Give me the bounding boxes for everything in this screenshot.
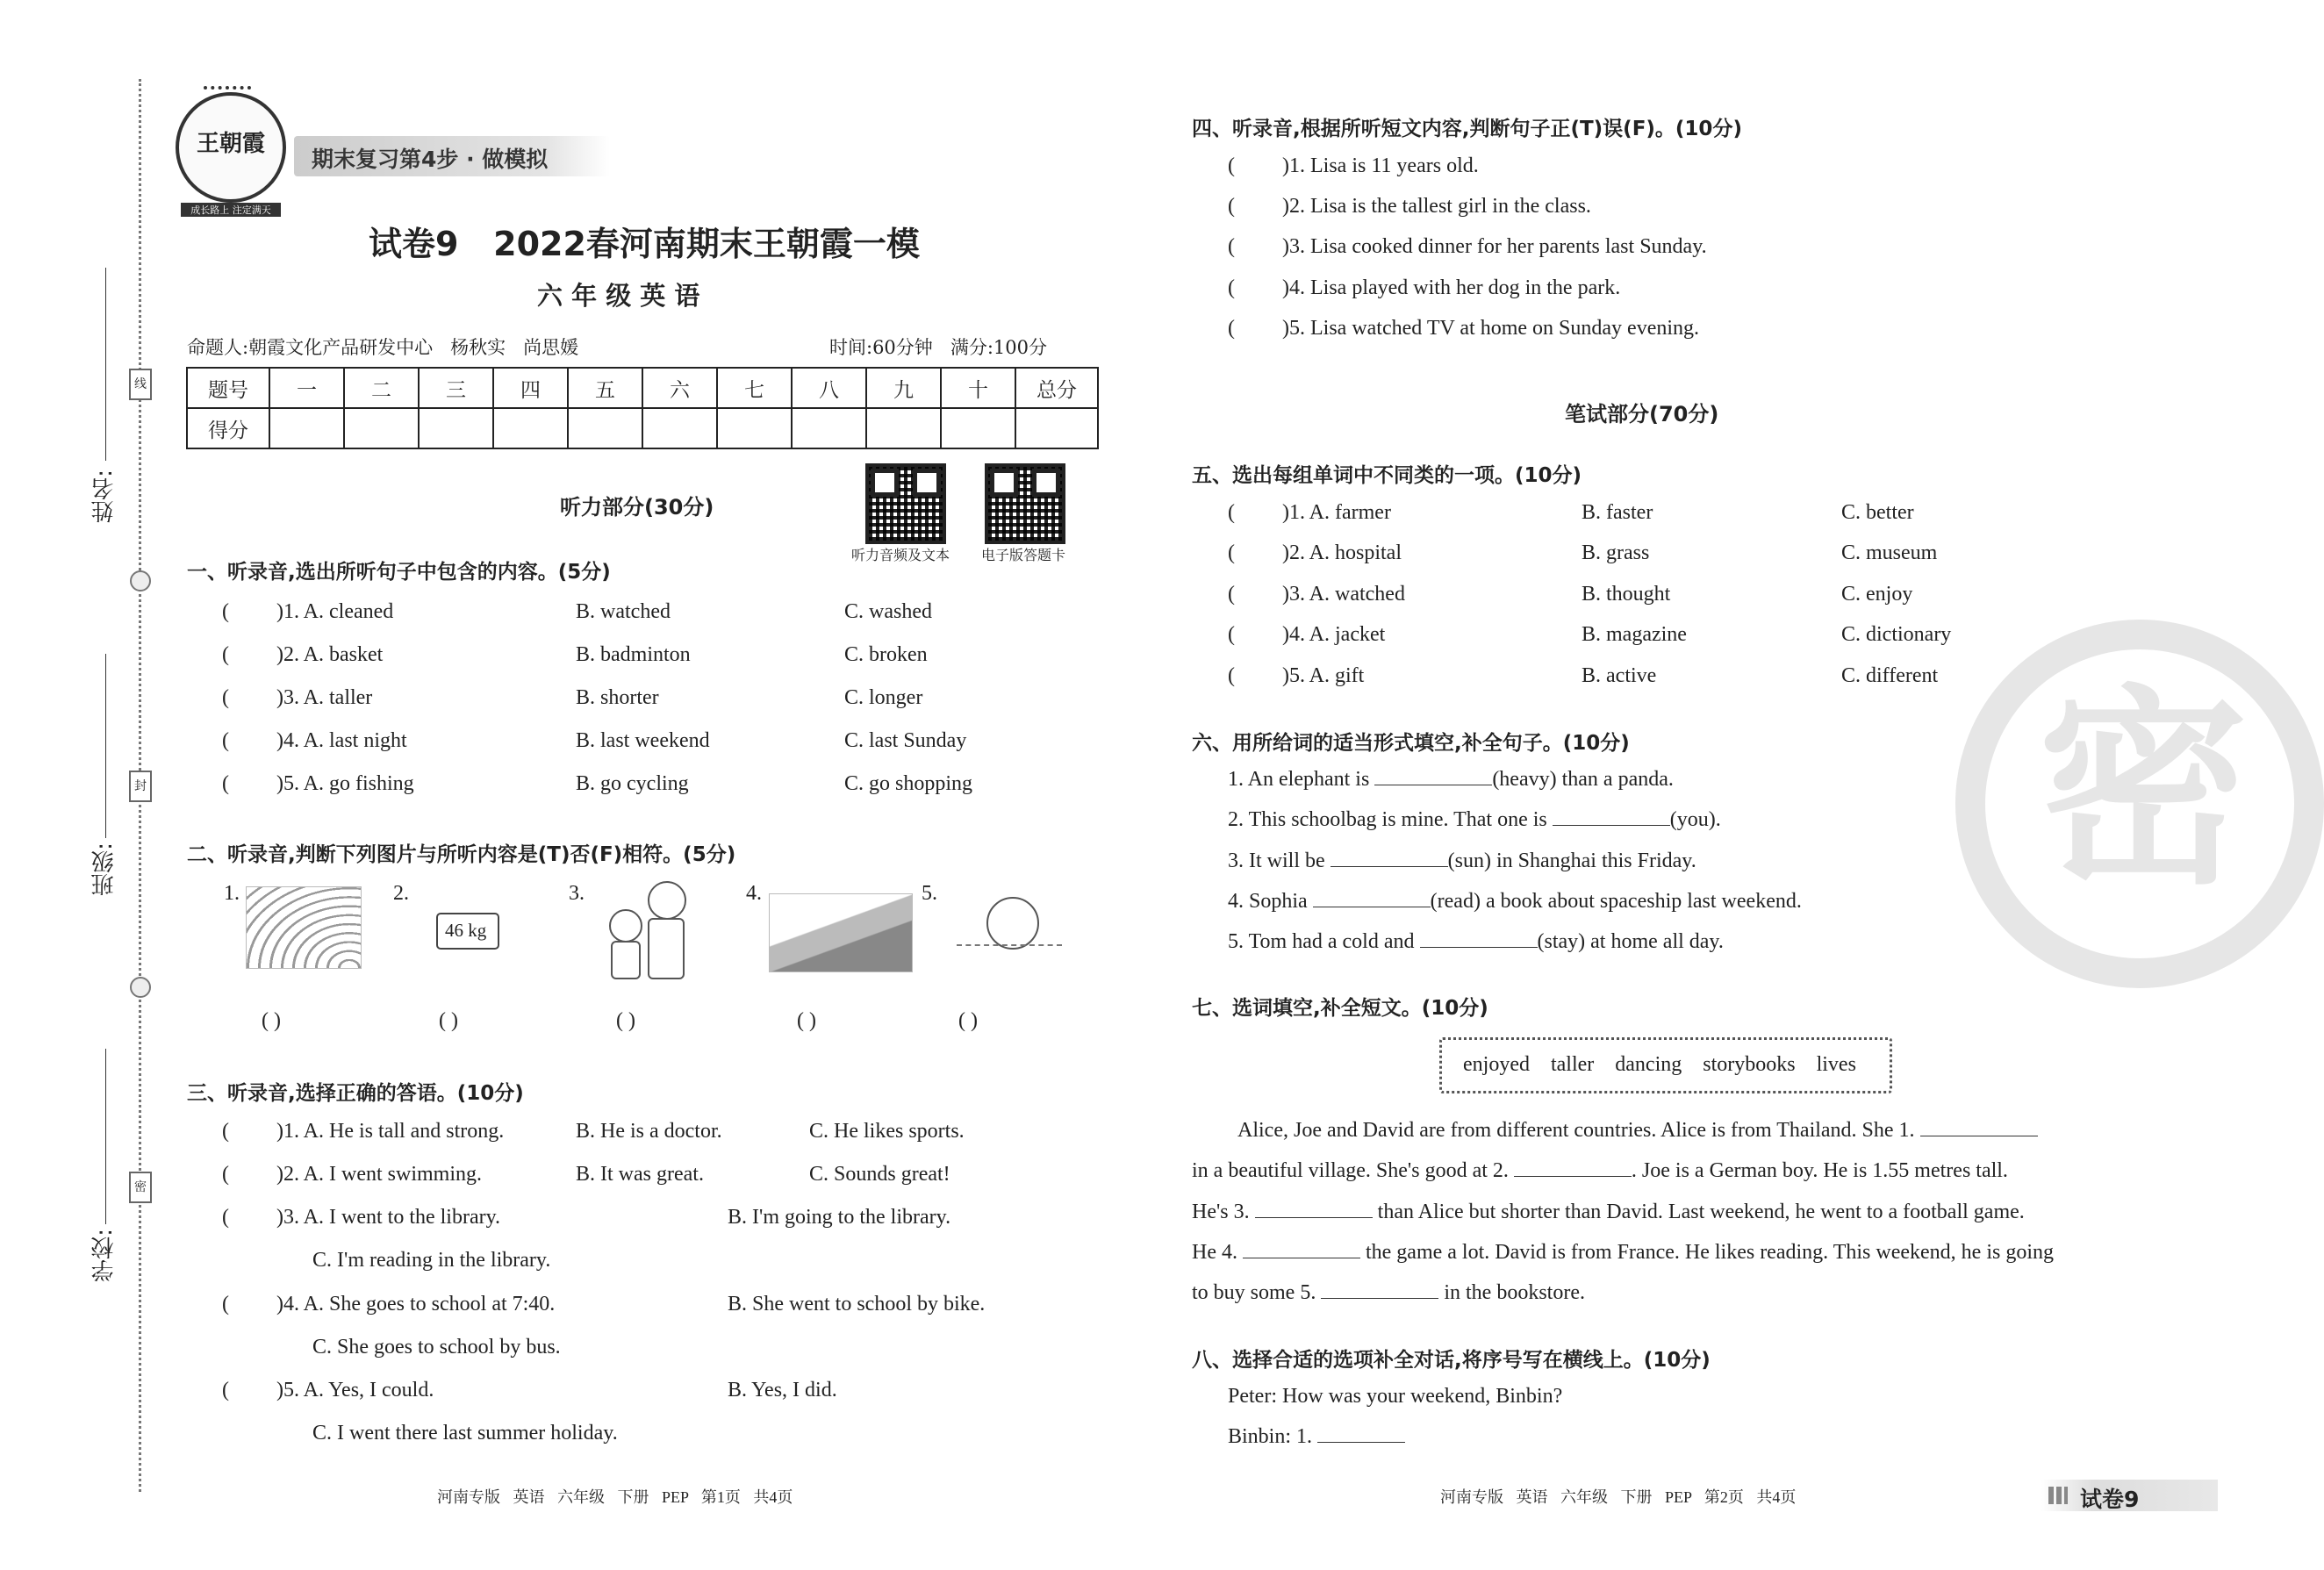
list-item: ( )2. A. basket xyxy=(222,643,384,666)
score-table xyxy=(186,367,1099,449)
word-bank: enjoyed taller dancing storybooks lives xyxy=(1463,1053,1856,1076)
section3-title: 三、听录音,选择正确的答语。(10分) xyxy=(187,1082,524,1105)
list-item: ( )4. A. last night xyxy=(222,729,407,752)
fill-blank[interactable] xyxy=(1331,850,1448,867)
dialogue-line: Binbin: 1. xyxy=(1228,1425,1405,1449)
score-cell: 五 xyxy=(568,368,642,408)
stamp-text: 密 xyxy=(2038,667,2249,913)
answer-paren[interactable]: ( ) xyxy=(262,1009,281,1032)
score-input-cell[interactable] xyxy=(419,408,493,448)
school-label: 学校: xyxy=(91,1229,118,1282)
score-table-row xyxy=(187,408,1098,448)
footer-left: 河南专版 英语 六年级 下册 PEP 第1页 共4页 xyxy=(437,1488,793,1506)
option-b: B. grass xyxy=(1582,541,1650,564)
score-cell: 题号 xyxy=(187,368,269,408)
option-c: C. last Sunday xyxy=(844,729,967,752)
option-b: B. last weekend xyxy=(576,729,710,752)
qr-code-icon[interactable] xyxy=(865,463,946,544)
passage-line: Alice, Joe and David are from different countries. Alice is from Thailand. She 1. xyxy=(1237,1119,2038,1143)
option-c: C. enjoy xyxy=(1841,583,1913,606)
seal-seal-mark: 封 xyxy=(129,771,152,802)
score-input-cell[interactable] xyxy=(1015,408,1098,448)
paper-tag xyxy=(2041,1480,2218,1511)
fill-blank[interactable] xyxy=(1321,1282,1438,1299)
footer-right: 河南专版 英语 六年级 下册 PEP 第2页 共4页 xyxy=(1440,1488,1797,1506)
picture-number: 4. xyxy=(746,882,762,905)
passage-line: He's 3. than Alice but shorter than David. Last weekend, he went to a football game. xyxy=(1192,1201,2025,1223)
bicycle-picture xyxy=(948,888,1071,976)
list-item: ( )3. A. I went to the library. xyxy=(222,1206,501,1229)
score-input-cell[interactable] xyxy=(642,408,717,448)
class-label: 班级: xyxy=(91,842,118,896)
fill-blank[interactable] xyxy=(1514,1160,1632,1177)
section4-title: 四、听录音,根据所听短文内容,判断句子正(T)误(F)。(10分) xyxy=(1192,118,1742,140)
list-item: ( )2. A. I went swimming. xyxy=(222,1163,482,1186)
children-picture xyxy=(597,878,693,983)
answer-paren[interactable]: ( ) xyxy=(958,1009,978,1032)
list-item: ( )3. Lisa cooked dinner for her parents last Sunday. xyxy=(1228,235,1707,258)
option-b: B. faster xyxy=(1582,501,1653,524)
list-item: ( )1. Lisa is 11 years old. xyxy=(1228,154,1479,177)
list-item: ( )5. A. go fishing xyxy=(222,772,414,795)
dialogue-line: Peter: How was your weekend, Binbin? xyxy=(1228,1385,1563,1408)
word-bank-box xyxy=(1439,1037,1892,1093)
list-item: ( )2. A. hospital xyxy=(1228,541,1402,564)
score-table-header-row xyxy=(187,368,1098,408)
passage-line: He 4. the game a lot. David is from France. He likes reading. This weekend, he is going xyxy=(1192,1241,2055,1264)
name-blank[interactable] xyxy=(105,268,106,461)
score-cell: 四 xyxy=(493,368,568,408)
logo-motto: 成长路上 注定满天 xyxy=(181,203,281,217)
option-c: C. museum xyxy=(1841,541,1938,564)
option-b: B. thought xyxy=(1582,583,1671,606)
stadium-picture xyxy=(246,886,362,969)
brand-logo xyxy=(176,92,286,216)
option-b: B. shorter xyxy=(576,686,659,709)
score-input-cell[interactable] xyxy=(493,408,568,448)
score-cell: 一 xyxy=(269,368,344,408)
list-item: ( )5. A. Yes, I could. xyxy=(222,1379,434,1402)
fill-blank[interactable] xyxy=(1255,1201,1373,1218)
section7-title: 七、选词填空,补全短文。(10分) xyxy=(1192,997,1488,1020)
section8-title: 八、选择合适的选项补全对话,将序号写在横线上。(10分) xyxy=(1192,1349,1711,1372)
score-cell: 得分 xyxy=(187,408,269,448)
option-c: C. different xyxy=(1841,664,1939,687)
binding-dot-icon xyxy=(130,977,151,998)
passage-line: in a beautiful village. She's good at 2. . Joe is a German boy. He is 1.55 metres tall. xyxy=(1192,1159,2008,1182)
fill-blank[interactable] xyxy=(1317,1426,1405,1443)
banner xyxy=(294,136,610,176)
picture-number: 3. xyxy=(569,882,585,905)
seal-line-mark: 线 xyxy=(129,369,152,400)
seal-secret-mark: 密 xyxy=(129,1172,152,1203)
picture-number: 5. xyxy=(922,882,937,905)
option-c: C. go shopping xyxy=(844,772,973,795)
qr-code-icon[interactable] xyxy=(985,463,1065,544)
answer-paren[interactable]: ( ) xyxy=(616,1009,635,1032)
score-input-cell[interactable] xyxy=(866,408,941,448)
option-b: B. go cycling xyxy=(576,772,689,795)
fill-blank[interactable] xyxy=(1243,1242,1360,1258)
secret-stamp-watermark xyxy=(1955,620,2324,988)
section6-title: 六、用所给词的适当形式填空,补全句子。(10分) xyxy=(1192,732,1630,755)
option-c: C. longer xyxy=(844,686,923,709)
school-blank[interactable] xyxy=(105,1049,106,1224)
picture-number: 1. xyxy=(224,882,240,905)
option-c: C. He likes sports. xyxy=(809,1120,965,1143)
listening-heading: 听力部分(30分) xyxy=(560,495,714,520)
list-item: ( )4. A. She goes to school at 7:40. xyxy=(222,1293,556,1316)
option-b: B. It was great. xyxy=(576,1163,704,1186)
list-item: ( )1. A. He is tall and strong. xyxy=(222,1120,505,1143)
option-c: C. I'm reading in the library. xyxy=(312,1249,551,1272)
weight-label: 46 kg xyxy=(445,920,487,941)
time-score: 时间:60分钟 满分:100分 xyxy=(829,337,1047,358)
list-item: 5. Tom had a cold and (stay) at home all day. xyxy=(1228,930,1724,953)
list-item: ( )4. Lisa played with her dog in the park. xyxy=(1228,276,1621,299)
section2-title: 二、听录音,判断下列图片与所听内容是(T)否(F)相符。(5分) xyxy=(187,843,736,866)
written-heading: 笔试部分(70分) xyxy=(1565,402,1719,427)
crown-icon xyxy=(204,86,251,102)
option-b: B. active xyxy=(1582,664,1657,687)
answer-paren[interactable]: ( ) xyxy=(797,1009,816,1032)
score-input-cell[interactable] xyxy=(568,408,642,448)
score-input-cell[interactable] xyxy=(344,408,419,448)
name-label: 姓名: xyxy=(91,470,118,523)
list-item: ( )5. A. gift xyxy=(1228,664,1365,687)
option-c: C. better xyxy=(1841,501,1914,524)
picture-number: 2. xyxy=(393,882,409,905)
score-cell: 三 xyxy=(419,368,493,408)
logo-text: 王朝霞 xyxy=(196,131,265,157)
option-b: B. Yes, I did. xyxy=(728,1379,837,1402)
answer-paren[interactable]: ( ) xyxy=(439,1009,458,1032)
score-input-cell[interactable] xyxy=(941,408,1015,448)
fill-blank[interactable] xyxy=(1420,931,1538,948)
option-b: B. watched xyxy=(576,600,671,623)
list-item: 1. An elephant is (heavy) than a panda. xyxy=(1228,768,1674,791)
list-item: 2. This schoolbag is mine. That one is (you). xyxy=(1228,808,1721,831)
section1-title: 一、听录音,选出所听句子中包含的内容。(5分) xyxy=(187,561,611,584)
section5-title: 五、选出每组单词中不同类的一项。(10分) xyxy=(1192,464,1582,487)
banner-text: 期末复习第4步 · 做模拟 xyxy=(312,147,549,172)
option-b: B. She went to school by bike. xyxy=(728,1293,986,1316)
class-blank[interactable] xyxy=(105,654,106,838)
option-c: C. I went there last summer holiday. xyxy=(312,1422,618,1445)
score-input-cell[interactable] xyxy=(792,408,866,448)
score-cell: 总分 xyxy=(1015,368,1098,408)
list-item: ( )1. A. farmer xyxy=(1228,501,1391,524)
option-c: C. She goes to school by bus. xyxy=(312,1336,561,1359)
list-item: 3. It will be (sun) in Shanghai this Friday. xyxy=(1228,850,1696,872)
weight-label-box xyxy=(436,913,499,950)
passage-line: to buy some 5. in the bookstore. xyxy=(1192,1281,1585,1304)
list-item: ( )3. A. watched xyxy=(1228,583,1405,606)
score-input-cell[interactable] xyxy=(269,408,344,448)
page-title: 试卷9 2022春河南期末王朝霞一模 xyxy=(369,225,920,263)
option-c: C. broken xyxy=(844,643,928,666)
list-item: 4. Sophia (read) a book about spaceship last weekend. xyxy=(1228,890,1802,913)
list-item: ( )2. Lisa is the tallest girl in the class. xyxy=(1228,195,1591,218)
binding-dot-icon xyxy=(130,570,151,591)
fill-blank[interactable] xyxy=(1374,769,1492,785)
page-subtitle: 六 年 级 英 语 xyxy=(537,281,700,311)
list-item: ( )3. A. taller xyxy=(222,686,373,709)
qr-label-card: 电子版答题卡 xyxy=(981,547,1066,563)
score-input-cell[interactable] xyxy=(717,408,792,448)
fill-blank[interactable] xyxy=(1313,891,1431,907)
list-item: ( )5. Lisa watched TV at home on Sunday evening. xyxy=(1228,317,1700,340)
qr-label-audio: 听力音频及文本 xyxy=(851,547,950,563)
option-b: B. magazine xyxy=(1582,623,1687,646)
mountain-picture xyxy=(769,893,913,972)
score-cell: 二 xyxy=(344,368,419,408)
list-item: ( )1. A. cleaned xyxy=(222,600,394,623)
option-c: C. washed xyxy=(844,600,932,623)
list-item: ( )4. A. jacket xyxy=(1228,623,1386,646)
paper-tag-label: 试卷9 xyxy=(2080,1487,2140,1512)
option-b: B. I'm going to the library. xyxy=(728,1206,951,1229)
tag-squares-icon xyxy=(2048,1487,2068,1504)
fill-blank[interactable] xyxy=(1920,1120,2038,1136)
option-b: B. badminton xyxy=(576,643,691,666)
score-cell: 六 xyxy=(642,368,717,408)
score-cell: 七 xyxy=(717,368,792,408)
score-cell: 九 xyxy=(866,368,941,408)
option-c: C. Sounds great! xyxy=(809,1163,950,1186)
fill-blank[interactable] xyxy=(1553,809,1670,826)
option-c: C. dictionary xyxy=(1841,623,1952,646)
option-b: B. He is a doctor. xyxy=(576,1120,722,1143)
authors: 命题人:朝霞文化产品研发中心 杨秋实 尚思媛 xyxy=(187,337,579,358)
score-cell: 十 xyxy=(941,368,1015,408)
score-cell: 八 xyxy=(792,368,866,408)
